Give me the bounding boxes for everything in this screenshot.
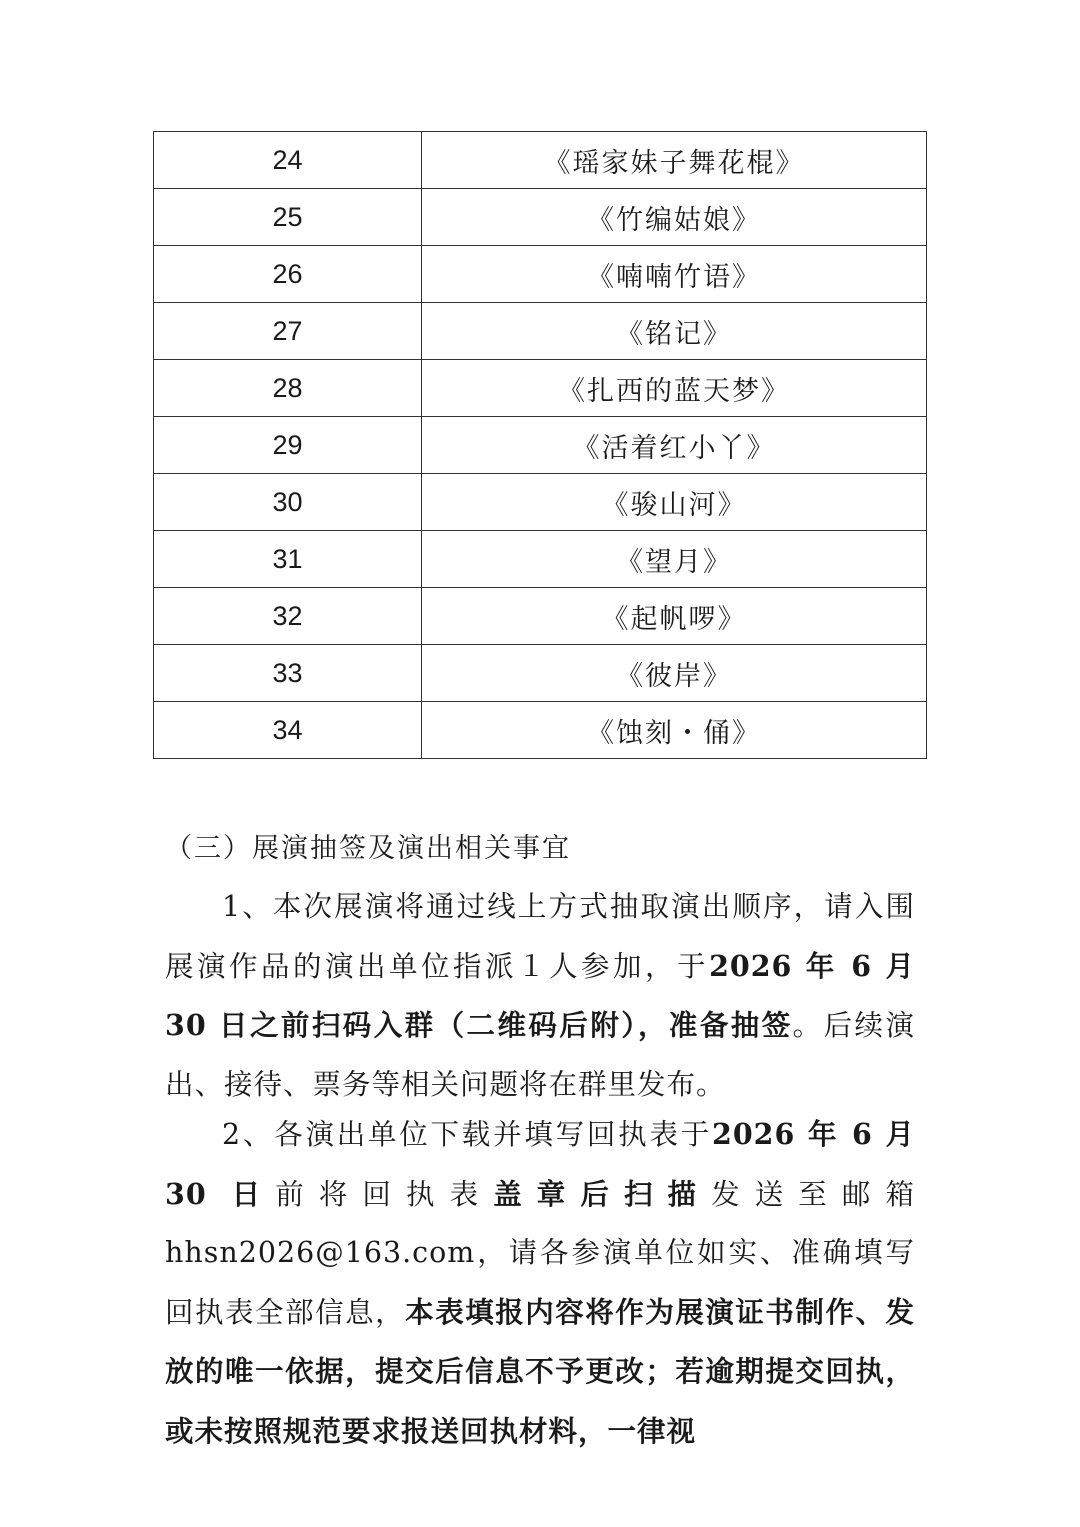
table-row <box>154 474 927 531</box>
table-row <box>154 417 927 474</box>
works-table <box>153 131 927 759</box>
work-number: 29 <box>154 417 422 474</box>
work-title: 《望月》 <box>422 531 927 588</box>
work-number: 26 <box>154 246 422 303</box>
table-row <box>154 531 927 588</box>
paragraph-text: 2、各演出单位下载并填写回执表于 <box>222 1118 712 1151</box>
work-number: 32 <box>154 588 422 645</box>
section-heading: （三）展演抽签及演出相关事宜 <box>165 833 571 864</box>
work-title: 《蚀刻・俑》 <box>422 702 927 759</box>
table-row <box>154 303 927 360</box>
work-title: 《彼岸》 <box>422 645 927 702</box>
rule-emphasis: 本表填报内容将作为展演证书制作、发放的唯一依据，提交后信息不予更改；若逾期提交回执，或未按照规范要求报送回执材料，一律视 <box>165 1294 915 1448</box>
work-title: 《活着红小丫》 <box>422 417 927 474</box>
paragraph-draw-lots <box>165 878 915 1114</box>
work-number: 34 <box>154 702 422 759</box>
paragraph-text: 1、本次展演将通过线上方式抽取演出顺序，请入围展演作品的演出单位指派１人参加，于 <box>165 890 915 983</box>
work-title: 《喃喃竹语》 <box>422 246 927 303</box>
paragraph-text: 发送至邮箱 hhsn2026@163.com，请各参演单位如实、准确填写回执表全部信息， <box>165 1177 915 1329</box>
work-number: 31 <box>154 531 422 588</box>
work-number: 25 <box>154 189 422 246</box>
paragraph-text: 前将回执表 <box>275 1177 494 1211</box>
work-title: 《瑶家妹子舞花棍》 <box>422 132 927 189</box>
work-number: 27 <box>154 303 422 360</box>
work-number: 33 <box>154 645 422 702</box>
work-title: 《起帆啰》 <box>422 588 927 645</box>
paragraph-text: 。后续演出、接待、票务等相关问题将在群里发布。 <box>165 1009 915 1101</box>
stamp-scan-emphasis: 盖章后扫描 <box>493 1176 712 1211</box>
table-row <box>154 645 927 702</box>
work-title: 《铭记》 <box>422 303 927 360</box>
work-number: 24 <box>154 132 422 189</box>
table-row <box>154 360 927 417</box>
work-title: 《骏山河》 <box>422 474 927 531</box>
paragraph-receipt-form <box>165 1105 915 1461</box>
table-row <box>154 132 927 189</box>
table-row <box>154 246 927 303</box>
work-number: 28 <box>154 360 422 417</box>
table-row <box>154 189 927 246</box>
table-row <box>154 588 927 645</box>
work-title: 《竹编姑娘》 <box>422 189 927 246</box>
table-row <box>154 702 927 759</box>
deadline-emphasis: 2026 年 6 月 30 日 <box>165 1117 915 1211</box>
deadline-emphasis: 2026 年 6 月 30 日之前扫码入群（二维码后附），准备抽签 <box>165 948 915 1042</box>
work-number: 30 <box>154 474 422 531</box>
work-title: 《扎西的蓝天梦》 <box>422 360 927 417</box>
